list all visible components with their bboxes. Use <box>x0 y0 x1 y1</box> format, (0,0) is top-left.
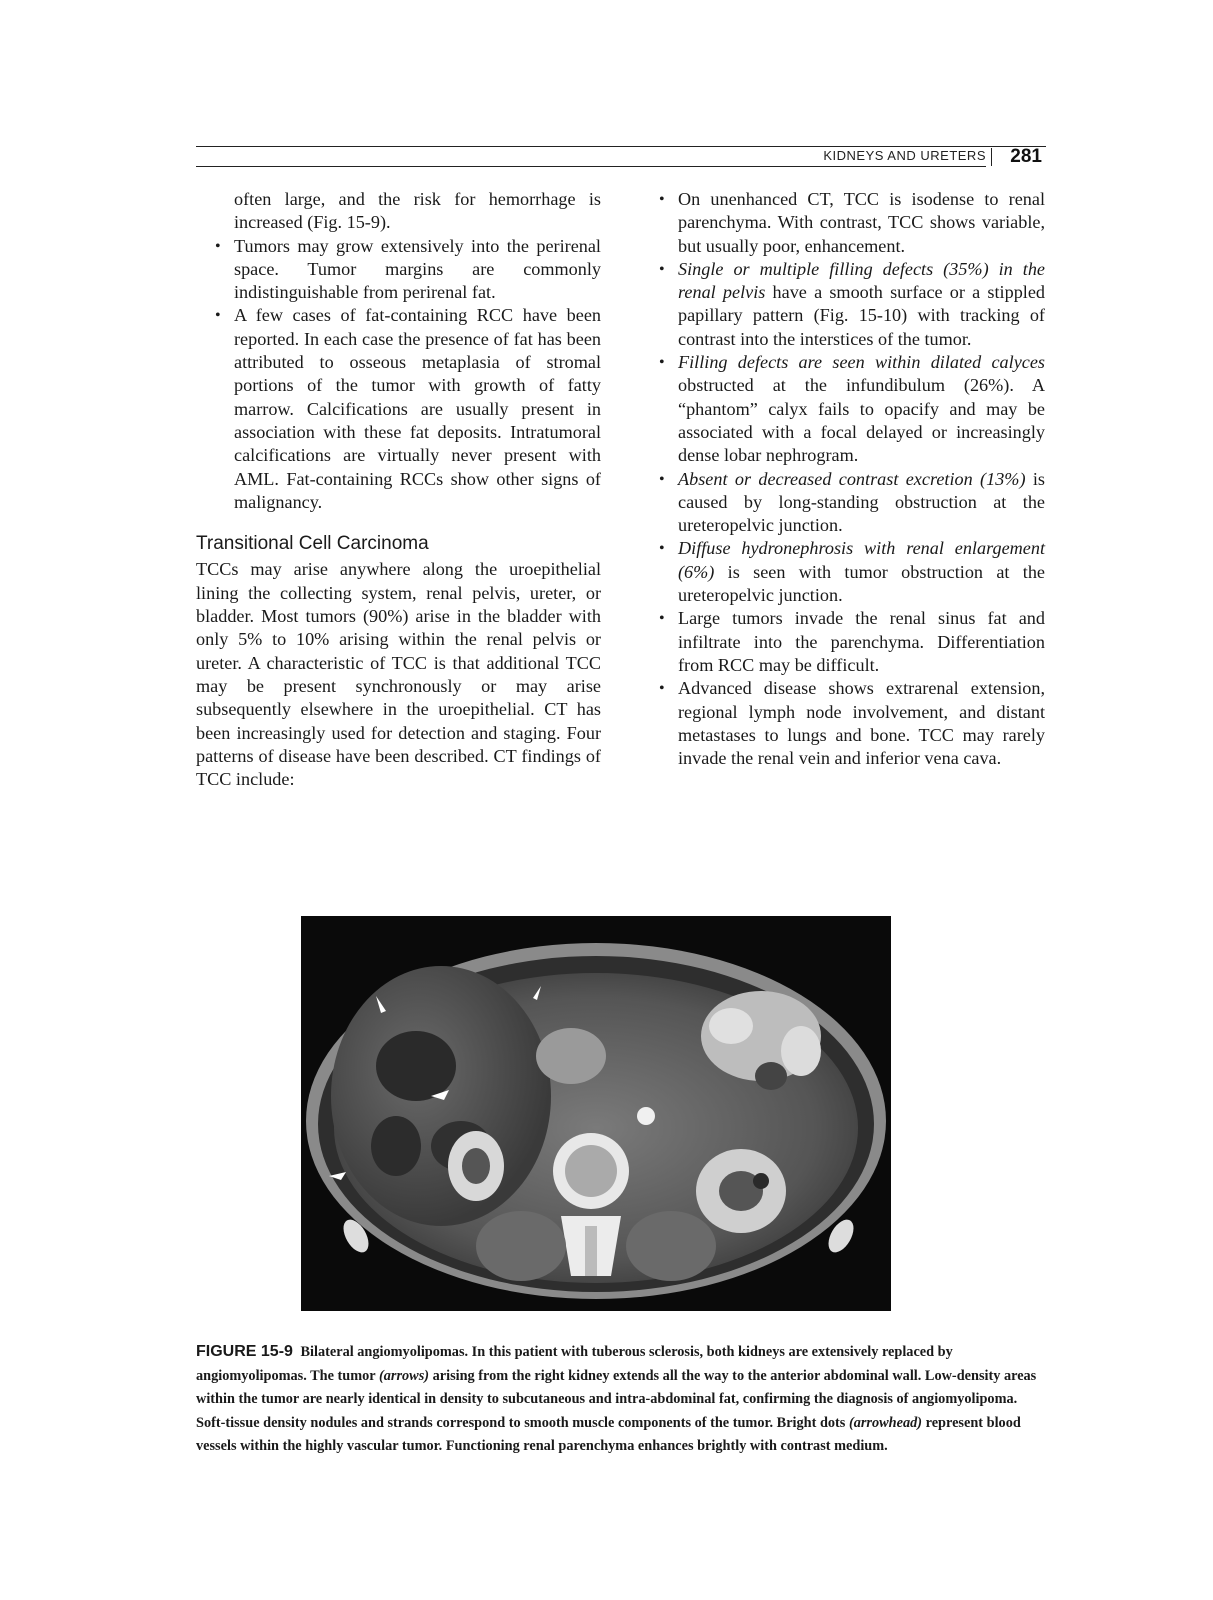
right-column <box>640 188 1045 770</box>
right-bullet-2: • Single or multiple filling defects (35%) in the renal pelvis have a smooth surface or a stippled papillary pattern (Fig. 15-10) with tracking of contrast into the interstices of the tumor. <box>640 258 1045 351</box>
left-column <box>196 188 601 791</box>
running-header <box>196 146 1046 168</box>
header-rule-bottom <box>196 166 986 167</box>
section-heading: Transitional Cell Carcinoma <box>196 533 429 555</box>
ct-scan-figure <box>301 916 891 1311</box>
figure-caption: FIGURE 15-9 Bilateral angiomyolipomas. In this patient with tuberous sclerosis, both kidneys are extensively replaced by angiomyolipomas. The tumor (arrows) arising from the right kidney extends all the way to the anterior abdominal wall. Low-density areas within the tumor are nearly identical in density to subcutaneous and intra-abdominal fat, confirming the diagnosis of angiomyolipoma. Soft-tissue density nodules and strands correspond to smooth muscle components of the tumor. Bright dots (arrowhead) represent blood vessels within the highly vascular tumor. Functioning renal parenchyma enhances brightly with contrast medium. <box>196 1343 1037 1454</box>
running-title: KIDNEYS AND URETERS <box>823 148 986 163</box>
right-bullet-5: • Diffuse hydronephrosis with renal enlargement (6%) is seen with tumor obstruction at the ureteropelvic junction. <box>640 537 1045 607</box>
right-bullet-1: • On unenhanced CT, TCC is isodense to renal parenchyma. With contrast, TCC shows variable, but usually poor, enhancement. <box>640 188 1045 258</box>
ct-scan-image <box>301 916 891 1311</box>
section-paragraph: TCCs may arise anywhere along the uroepithelial lining the collecting system, renal pelvis, ureter, or bladder. Most tumors (90%) arise in the bladder with only 5% to 10% arising within the renal pelvis or ureter. A characteristic of TCC is that additional TCC may be present synchronously or may arise subsequently elsewhere in the uroepithelial. CT has been increasingly used for detection and staging. Four patterns of disease have been described. CT findings of TCC include: <box>196 559 601 790</box>
right-bullet-4: • Absent or decreased contrast excretion (13%) is caused by long-standing obstruction at the ureteropelvic junction. <box>640 468 1045 538</box>
right-bullet-6: • Large tumors invade the renal sinus fat and infiltrate into the parenchyma. Differentiation from RCC may be difficult. <box>640 607 1045 677</box>
right-bullet-list <box>640 188 1045 770</box>
header-rule-top <box>196 146 1046 147</box>
figure-label: FIGURE 15-9 <box>196 1343 293 1360</box>
right-bullet-7: • Advanced disease shows extrarenal extension, regional lymph node involvement, and distant metastases to lungs and bone. TCC may rarely invade the renal vein and inferior vena cava. <box>640 677 1045 770</box>
page-number: 281 <box>1010 146 1042 167</box>
left-bullet-list <box>196 235 601 515</box>
right-bullet-3: • Filling defects are seen within dilated calyces obstructed at the infundibulum (26%). A “phantom” calyx fails to opacify and may be associated with a focal delayed or increasingly dense lobar nephrogram. <box>640 351 1045 467</box>
left-bullet-2: • A few cases of fat-containing RCC have been reported. In each case the presence of fat has been attributed to osseous metaplasia of stromal portions of the tumor with growth of fatty marrow. Calcifications are usually present in association with these fat deposits. Intratumoral calcifications are virtually never present with AML. Fat-containing RCCs show other signs of malignancy. <box>196 304 601 514</box>
continued-paragraph: often large, and the risk for hemorrhage is increased (Fig. 15-9). <box>234 189 601 233</box>
left-bullet-1: • Tumors may grow extensively into the perirenal space. Tumor margins are commonly indistinguishable from perirenal fat. <box>196 235 601 305</box>
header-divider <box>991 148 993 166</box>
caption-title: Bilateral angiomyolipomas. <box>300 1344 469 1360</box>
